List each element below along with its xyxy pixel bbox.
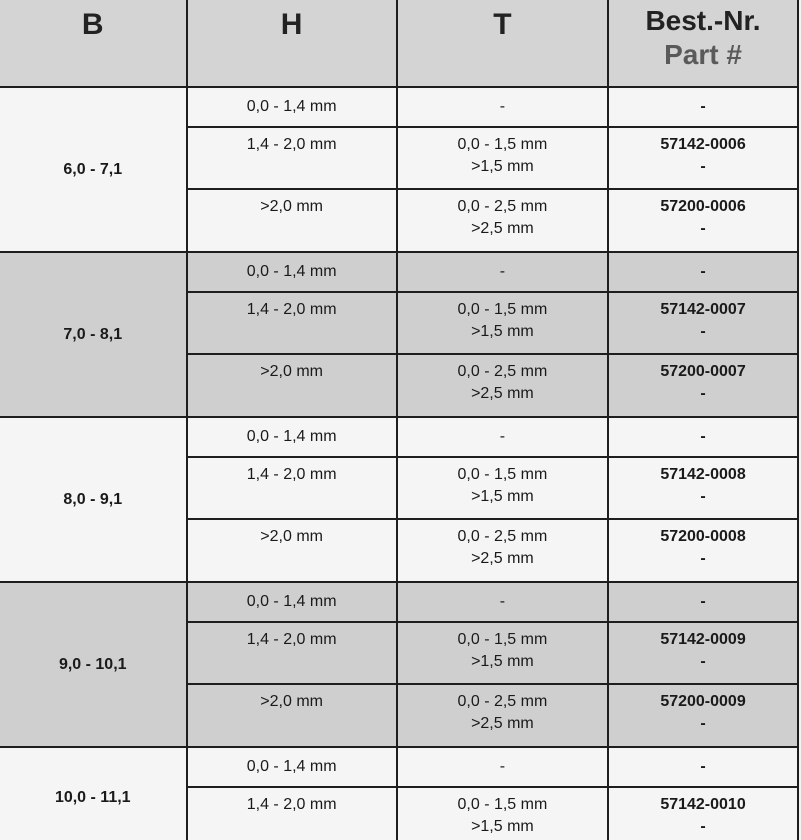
t-value: 0,0 - 2,5 mm <box>457 363 548 380</box>
part-number-value: - <box>700 385 706 402</box>
part-number-cell <box>608 787 798 840</box>
part-number-cell <box>608 622 798 684</box>
part-number-value: 57142-0009 <box>660 631 746 648</box>
h-range-cell: 1,4 - 2,0 mm <box>187 787 397 840</box>
t-value: 0,0 - 2,5 mm <box>457 693 548 710</box>
part-number-value: 57200-0006 <box>660 198 746 215</box>
t-value: 0,0 - 1,5 mm <box>457 301 548 318</box>
part-number-value: 57142-0010 <box>660 796 746 813</box>
table-body <box>0 87 798 840</box>
header-part-line1: Best.-Nr. <box>645 5 761 36</box>
part-number-value: - <box>700 98 706 115</box>
header-t: T <box>397 0 608 87</box>
part-number-value: - <box>700 263 706 280</box>
t-value: >2,5 mm <box>471 550 534 567</box>
table-row <box>0 582 798 622</box>
h-range-cell: >2,0 mm <box>187 189 397 252</box>
part-number-value: 57200-0009 <box>660 693 746 710</box>
b-range-cell: 6,0 - 7,1 <box>0 87 187 252</box>
t-range-cell <box>397 747 608 787</box>
t-value: - <box>499 593 506 610</box>
h-range-cell: 1,4 - 2,0 mm <box>187 292 397 354</box>
h-range-cell: 1,4 - 2,0 mm <box>187 457 397 519</box>
part-number-cell <box>608 519 798 582</box>
t-value: - <box>499 428 506 445</box>
part-number-value: - <box>700 323 706 340</box>
h-range-cell: >2,0 mm <box>187 354 397 417</box>
h-range-cell: 0,0 - 1,4 mm <box>187 417 397 457</box>
t-range-cell <box>397 457 608 519</box>
header-b: B <box>0 0 187 87</box>
t-value: - <box>499 263 506 280</box>
h-range-cell: 0,0 - 1,4 mm <box>187 252 397 292</box>
part-number-cell <box>608 252 798 292</box>
t-range-cell <box>397 787 608 840</box>
part-number-value: - <box>700 715 706 732</box>
t-value: 0,0 - 1,5 mm <box>457 631 548 648</box>
t-value: >1,5 mm <box>471 158 534 175</box>
t-range-cell <box>397 354 608 417</box>
t-value: 0,0 - 2,5 mm <box>457 198 548 215</box>
part-number-value: - <box>700 593 706 610</box>
b-range-cell: 9,0 - 10,1 <box>0 582 187 747</box>
h-range-cell: 0,0 - 1,4 mm <box>187 747 397 787</box>
h-range-cell: 0,0 - 1,4 mm <box>187 87 397 127</box>
h-range-cell: 1,4 - 2,0 mm <box>187 127 397 189</box>
part-number-cell <box>608 87 798 127</box>
part-number-value: - <box>700 653 706 670</box>
t-value: 0,0 - 1,5 mm <box>457 136 548 153</box>
b-range-cell: 8,0 - 9,1 <box>0 417 187 582</box>
header-part-line2: Part # <box>664 39 742 70</box>
t-value: - <box>499 758 506 775</box>
part-number-value: - <box>700 818 706 835</box>
part-number-cell <box>608 354 798 417</box>
t-value: 0,0 - 1,5 mm <box>457 796 548 813</box>
table-row <box>0 747 798 787</box>
part-number-value: - <box>700 488 706 505</box>
part-number-value: - <box>700 158 706 175</box>
t-value: >1,5 mm <box>471 818 534 835</box>
part-number-value: 57200-0008 <box>660 528 746 545</box>
part-number-cell <box>608 189 798 252</box>
part-number-value: - <box>700 550 706 567</box>
table-row <box>0 417 798 457</box>
part-number-value: 57142-0006 <box>660 136 746 153</box>
t-range-cell <box>397 87 608 127</box>
part-number-value: 57142-0008 <box>660 466 746 483</box>
b-range-cell: 7,0 - 8,1 <box>0 252 187 417</box>
header-part-number <box>608 0 798 87</box>
table-row <box>0 252 798 292</box>
t-value: >2,5 mm <box>471 220 534 237</box>
part-number-value: 57200-0007 <box>660 363 746 380</box>
t-range-cell <box>397 417 608 457</box>
t-value: >1,5 mm <box>471 488 534 505</box>
part-number-cell <box>608 684 798 747</box>
part-number-cell <box>608 127 798 189</box>
t-range-cell <box>397 622 608 684</box>
part-number-value: 57142-0007 <box>660 301 746 318</box>
t-value: >2,5 mm <box>471 385 534 402</box>
t-value: 0,0 - 1,5 mm <box>457 466 548 483</box>
h-range-cell: >2,0 mm <box>187 684 397 747</box>
t-range-cell <box>397 127 608 189</box>
part-number-value: - <box>700 428 706 445</box>
t-value: >2,5 mm <box>471 715 534 732</box>
part-number-value: - <box>700 220 706 237</box>
t-range-cell <box>397 292 608 354</box>
b-range-cell: 10,0 - 11,1 <box>0 747 187 840</box>
part-number-cell <box>608 747 798 787</box>
part-number-cell <box>608 582 798 622</box>
h-range-cell: 1,4 - 2,0 mm <box>187 622 397 684</box>
header-h: H <box>187 0 397 87</box>
t-range-cell <box>397 519 608 582</box>
t-value: - <box>499 98 506 115</box>
h-range-cell: 0,0 - 1,4 mm <box>187 582 397 622</box>
table-row <box>0 87 798 127</box>
h-range-cell: >2,0 mm <box>187 519 397 582</box>
t-range-cell <box>397 189 608 252</box>
t-value: >1,5 mm <box>471 323 534 340</box>
header-row <box>0 0 798 87</box>
part-number-cell <box>608 417 798 457</box>
t-value: 0,0 - 2,5 mm <box>457 528 548 545</box>
part-number-cell <box>608 292 798 354</box>
part-number-cell <box>608 457 798 519</box>
t-range-cell <box>397 582 608 622</box>
part-number-value: - <box>700 758 706 775</box>
t-range-cell <box>397 684 608 747</box>
t-value: >1,5 mm <box>471 653 534 670</box>
t-range-cell <box>397 252 608 292</box>
